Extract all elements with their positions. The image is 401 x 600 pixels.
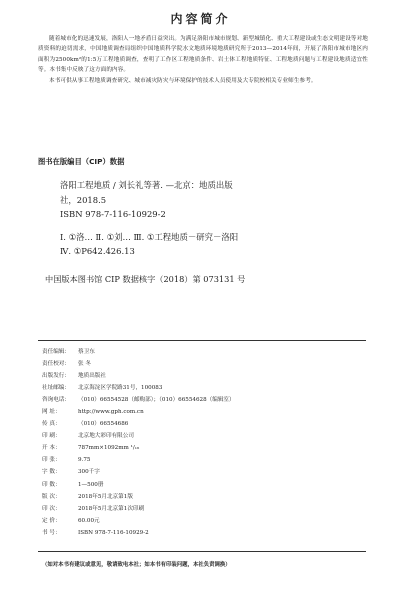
colophon-label: 责任编辑： bbox=[42, 349, 70, 355]
colophon-value: 2018年5月北京第1版 bbox=[78, 493, 133, 500]
colophon-value: 北京海淀区学院路31号，100083 bbox=[78, 385, 163, 392]
colophon-row bbox=[42, 491, 361, 503]
colophon-label: 出版发行： bbox=[42, 373, 70, 380]
summary-paragraph: 本书可供从事工程地质调查研究、城市减灾防灾与环境保护的技术人员使用及大专院校相关专业师生参考。 bbox=[49, 77, 317, 84]
colophon-row bbox=[42, 382, 361, 394]
top-divider bbox=[38, 340, 366, 341]
colophon-label: 开 本： bbox=[42, 445, 61, 452]
colophon-label: 版 次： bbox=[42, 493, 61, 500]
cip-classification: Ⅰ. ①洛… Ⅱ. ①刘… Ⅲ. ①工程地质－研究－洛阳 bbox=[60, 231, 239, 242]
cip-record-number: 中国版本图书馆 CIP 数据核字（2018）第 073131 号 bbox=[45, 274, 246, 284]
colophon-value: 蔡卫东 bbox=[78, 349, 95, 355]
cip-heading: 图书在版编目（CIP）数据 bbox=[38, 157, 125, 166]
colophon-label: 印 数： bbox=[42, 481, 61, 488]
colophon-row bbox=[42, 418, 361, 430]
cip-record-block bbox=[60, 178, 371, 259]
colophon-label: 社址邮编： bbox=[42, 385, 70, 392]
colophon-value: http://www.gph.com.cn bbox=[78, 409, 144, 416]
colophon-label: 定 价： bbox=[42, 517, 61, 524]
colophon-label: 传 真： bbox=[42, 421, 61, 428]
colophon-row bbox=[42, 503, 361, 515]
colophon-label: 印 次： bbox=[42, 505, 61, 512]
summary-paragraph: 随着城市化的迅速发展，洛阳人一地矛盾日益突出。为满足洛阳市城市规划、新型城镇化、重大工程建设或生态文明建设等对地质资料的迫切需求，中国地质调查局组织中国地质科学院水文地质环境地质研究所于2013—2014年间，开展了洛阳市城市地区内面积为2500km²的1:5万工程地质调查，查明了工作区工程地质条件、岩土体工程地质特征、工程地质问题与工程建设地质适宜性等。本书集中反映了这方面的内容。 bbox=[38, 36, 368, 74]
colophon-value: 1—500册 bbox=[78, 481, 104, 488]
colophon-value: 北京地大彩印有限公司 bbox=[78, 433, 134, 440]
cip-isbn: ISBN 978-7-116-10929-2 bbox=[60, 209, 166, 220]
colophon-row bbox=[42, 430, 361, 442]
colophon-value: （010）66554528（邮购部）；（010）66554628（编辑室） bbox=[78, 397, 235, 404]
colophon-label: 印 刷： bbox=[42, 433, 61, 440]
colophon-value: （010）66554686 bbox=[78, 421, 129, 428]
colophon-row bbox=[42, 442, 361, 454]
cip-classification: Ⅳ. ①P642.426.13 bbox=[60, 246, 135, 257]
colophon-label: 字 数： bbox=[42, 469, 61, 476]
colophon-value: 2018年5月北京第1次印刷 bbox=[78, 505, 145, 512]
colophon-value: 60.00元 bbox=[78, 517, 100, 524]
colophon-label: 咨询电话： bbox=[42, 397, 70, 404]
colophon-value: 张 冬 bbox=[78, 361, 91, 368]
footer-notice: （如对本书有建议或意见，敬请致电本社；如本书有印装问题，本社负责调换） bbox=[42, 562, 231, 568]
content-summary-title: 内容简介 bbox=[170, 12, 231, 26]
colophon-label: 书 号： bbox=[42, 529, 61, 536]
colophon-row bbox=[42, 479, 361, 491]
bottom-divider bbox=[38, 551, 366, 552]
cip-line: 洛阳工程地质 / 刘长礼等著. —北京：地质出版 bbox=[60, 180, 233, 190]
colophon-row bbox=[42, 527, 361, 539]
colophon-row bbox=[42, 346, 361, 358]
colophon-row bbox=[42, 515, 361, 527]
colophon-value: 300千字 bbox=[78, 469, 100, 476]
colophon-row bbox=[42, 406, 361, 418]
cip-line: 社，2018.5 bbox=[60, 194, 107, 205]
colophon-row bbox=[42, 358, 361, 370]
colophon bbox=[42, 346, 361, 539]
colophon-row bbox=[42, 394, 361, 406]
colophon-value: 787mm×1092mm ¹/₁₆ bbox=[78, 445, 140, 452]
colophon-label: 责任校对： bbox=[42, 361, 70, 368]
colophon-row bbox=[42, 370, 361, 382]
colophon-row bbox=[42, 454, 361, 466]
colophon-row bbox=[42, 466, 361, 478]
content-summary bbox=[38, 34, 368, 86]
colophon-label: 网 址： bbox=[42, 409, 61, 416]
colophon-label: 印 张： bbox=[42, 457, 61, 464]
colophon-value: 9.75 bbox=[78, 457, 91, 464]
colophon-value: ISBN 978-7-116-10929-2 bbox=[78, 529, 149, 536]
colophon-value: 地质出版社 bbox=[78, 373, 106, 380]
